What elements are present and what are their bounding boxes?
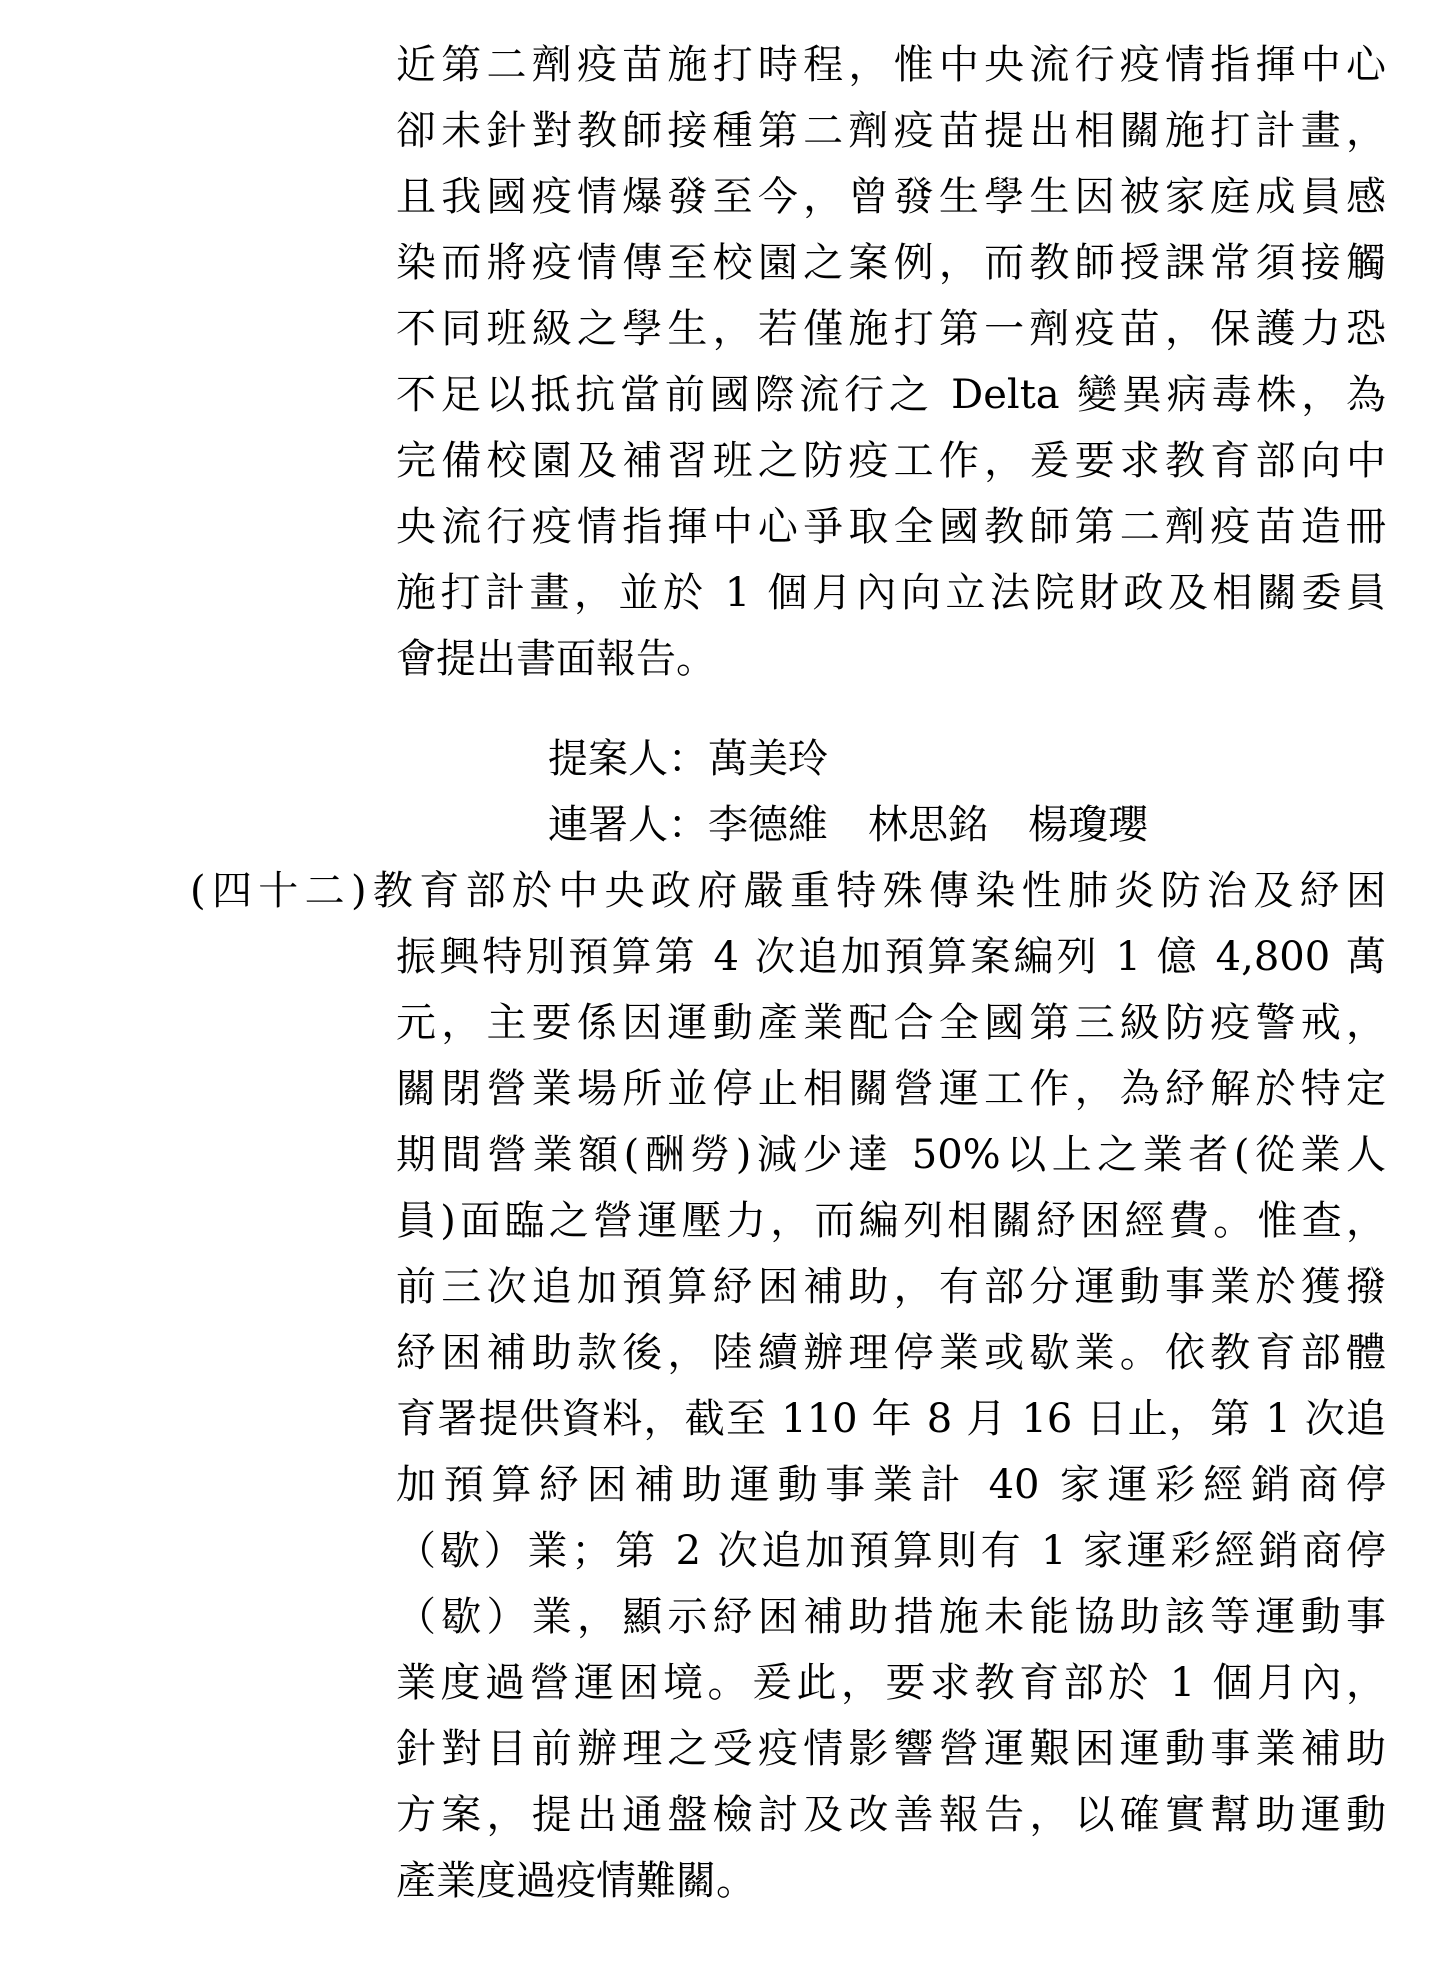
proposer-line: 提案人：萬美玲 (548, 736, 828, 782)
paragraph-line: 紓困補助款後，陸續辦理停業或歇業。依教育部體 (396, 1330, 1386, 1376)
section-42-heading-line: (四十二)教育部於中央政府嚴重特殊傳染性肺炎防治及紓困 (190, 868, 1386, 914)
paragraph-line: 央流行疫情指揮中心爭取全國教師第二劑疫苗造冊 (396, 504, 1386, 550)
paragraph-line: 卻未針對教師接種第二劑疫苗提出相關施打計畫， (396, 108, 1386, 154)
paragraph-line: 振興特別預算第 4 次追加預算案編列 1 億 4,800 萬 (396, 934, 1386, 980)
paragraph-line: 施打計畫，並於 1 個月內向立法院財政及相關委員 (396, 570, 1386, 616)
paragraph-line: 元，主要係因運動產業配合全國第三級防疫警戒， (396, 1000, 1386, 1046)
paragraph-line: 員)面臨之營運壓力，而編列相關紓困經費。惟查， (396, 1198, 1386, 1244)
paragraph-line: 近第二劑疫苗施打時程，惟中央流行疫情指揮中心 (396, 42, 1386, 88)
cosigner-label: 連署人： (548, 802, 708, 848)
paragraph-line: 業度過營運困境。爰此，要求教育部於 1 個月內， (396, 1660, 1386, 1706)
paragraph-line: 完備校園及補習班之防疫工作，爰要求教育部向中 (396, 438, 1386, 484)
paragraph-line: 針對目前辦理之受疫情影響營運艱困運動事業補助 (396, 1726, 1386, 1772)
cosigner-name: 楊瓊瓔 (1028, 802, 1148, 848)
paragraph-line: （歇）業，顯示紓困補助措施未能協助該等運動事 (396, 1594, 1386, 1640)
paragraph-line: 加預算紓困補助運動事業計 40 家運彩經銷商停 (396, 1462, 1386, 1508)
paragraph-line: 前三次追加預算紓困補助，有部分運動事業於獲撥 (396, 1264, 1386, 1310)
paragraph-line: 育署提供資料，截至 110 年 8 月 16 日止，第 1 次追 (396, 1396, 1386, 1442)
paragraph-line: 方案，提出通盤檢討及改善報告，以確實幫助運動 (396, 1792, 1386, 1838)
paragraph-line: （歇）業；第 2 次追加預算則有 1 家運彩經銷商停 (396, 1528, 1386, 1574)
cosigner-line (548, 792, 1148, 858)
paragraph-line: 不足以抵抗當前國際流行之 Delta 變異病毒株，為 (396, 372, 1386, 418)
paragraph-last-line: 產業度過疫情難關。 (396, 1858, 756, 1904)
paragraph-line: 且我國疫情爆發至今，曾發生學生因被家庭成員感 (396, 174, 1386, 220)
cosigner-name: 林思銘 (868, 802, 988, 848)
paragraph-line: 期間營業額(酬勞)減少達 50%以上之業者(從業人 (396, 1132, 1386, 1178)
paragraph-line: 關閉營業場所並停止相關營運工作，為紓解於特定 (396, 1066, 1386, 1112)
paragraph-last-line: 會提出書面報告。 (396, 636, 716, 682)
cosigner-name: 李德維 (708, 802, 828, 848)
paragraph-line: 染而將疫情傳至校園之案例，而教師授課常須接觸 (396, 240, 1386, 286)
paragraph-line: 不同班級之學生，若僅施打第一劑疫苗，保護力恐 (396, 306, 1386, 352)
